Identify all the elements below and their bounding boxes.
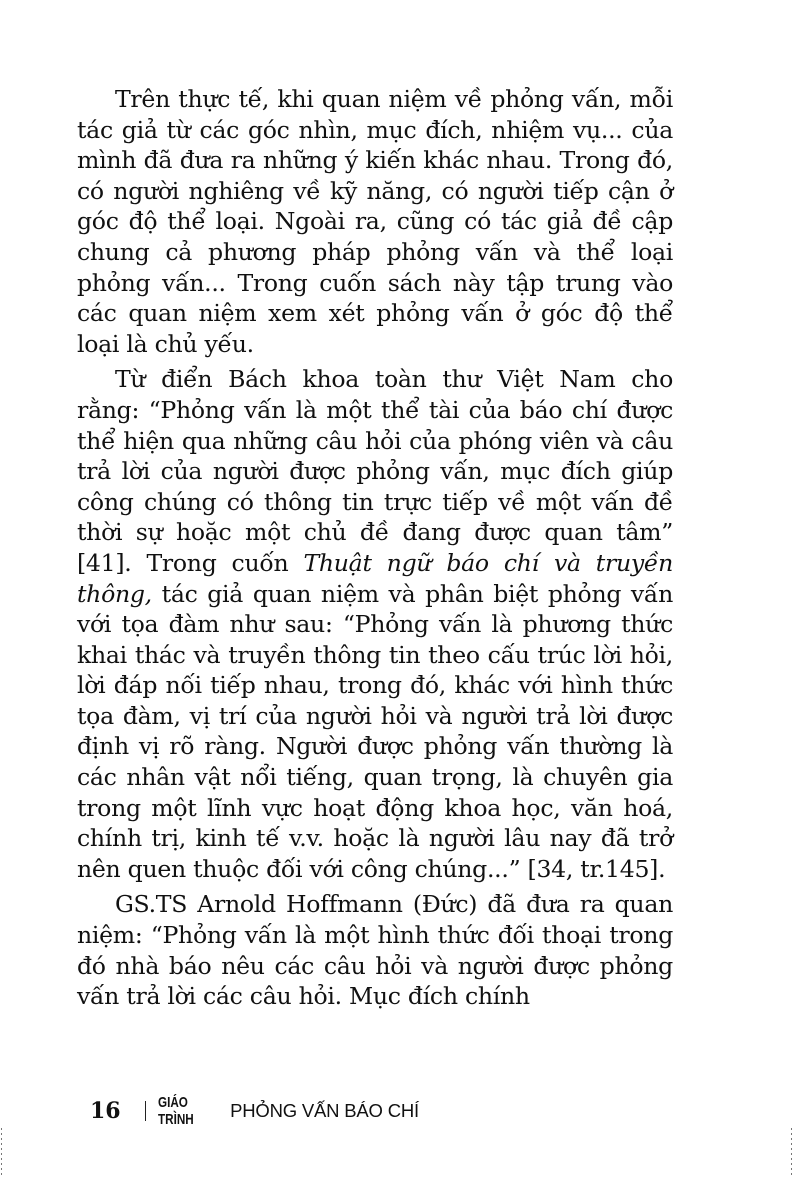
paragraph-3: GS.TS Arnold Hoffmann (Đức) đã đưa ra quan niệm: “Phỏng vấn là một hình thức đối thoại trong đó nhà báo nêu các câu hỏi và người được phỏng vấn trả lời các câu hỏi. Mục đích chính	[77, 890, 673, 1011]
page-number: 16	[90, 1098, 121, 1124]
body-text	[77, 84, 673, 1017]
book-title: PHỎNG VẤN BÁO CHÍ	[230, 1100, 419, 1121]
scan-edge-left	[1, 1128, 2, 1178]
footer-divider	[145, 1101, 147, 1121]
book-title-italic: Thuật ngữ báo chí và truyền thông,	[77, 548, 673, 608]
paragraph-1: Trên thực tế, khi quan niệm về phỏng vấn, mỗi tác giả từ các góc nhìn, mục đích, nhiệm vụ... của mình đã đưa ra những ý kiến khác nhau. Trong đó, có người nghiêng về kỹ năng, có người tiếp cận ở góc độ thể loại. Ngoài ra, cũng có tác giả đề cập chung cả phương pháp phỏng vấn và thể loại phỏng vấn... Trong cuốn sách này tập trung vào các quan niệm xem xét phỏng vấn ở góc độ thể loại là chủ yếu.	[77, 85, 673, 358]
page-footer	[90, 1096, 419, 1126]
paragraph-2	[77, 364, 673, 884]
scan-edge-right	[791, 1128, 792, 1178]
book-prefix: GIÁO TRÌNH	[158, 1094, 194, 1128]
paragraph-2-text-a: Từ điển Bách khoa toàn thư Việt Nam cho rằng: “Phỏng vấn là một thể tài của báo chí được thể hiện qua những câu hỏi của phóng viên và câu trả lời của người được phỏng vấn, mục đích giúp công chúng có thông tin trực tiếp về một vấn đề thời sự hoặc một chủ đề đang được quan tâm” [41]. Trong cuốn	[77, 365, 673, 577]
paragraph-2-text-b: tác giả quan niệm và phân biệt phỏng vấn với tọa đàm như sau: “Phỏng vấn là phương thức khai thác và truyền thông tin theo cấu trúc lời hỏi, lời đáp nối tiếp nhau, trong đó, khác với hình thức tọa đàm, vị trí của người hỏi và người trả lời được định vị rõ ràng. Người được phỏng vấn thường là các nhân vật nổi tiếng, quan trọng, là chuyên gia trong một lĩnh vực hoạt động khoa học, văn hoá, chính trị, kinh tế v.v. hoặc là người lâu nay đã trở nên quen thuộc đối với công chúng...” [34, tr.145].	[77, 579, 673, 883]
